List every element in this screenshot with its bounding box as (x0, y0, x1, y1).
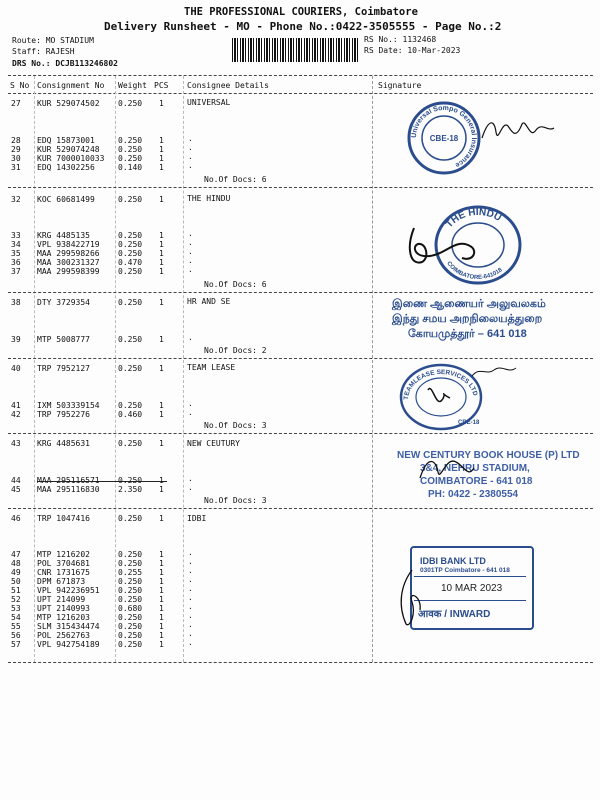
row-pcs: 1 (159, 640, 164, 649)
row-dot: . (188, 229, 193, 238)
row-weight: 0.250 (118, 595, 143, 604)
row-consignment: TRP 1047416 (37, 514, 90, 523)
row-consignment: MTP 5008777 (37, 335, 90, 344)
docs-count: No.Of Docs: 6 (204, 175, 267, 184)
row-dot: . (188, 265, 193, 274)
row-pcs: 1 (159, 249, 164, 258)
consignee-name: NEW CEUTURY (187, 439, 240, 448)
row-sno: 29 (11, 145, 21, 154)
row-weight: 0.250 (118, 335, 143, 344)
row-consignment: EDQ 14302256 (37, 163, 95, 172)
row-dot: . (188, 238, 193, 247)
row-sno: 47 (11, 550, 21, 559)
row-consignment: UPT 214099 (37, 595, 86, 604)
drs-number: DRS No.: DCJB113246802 (12, 59, 118, 68)
row-weight: 0.250 (118, 586, 143, 595)
row-weight: 0.250 (118, 577, 143, 586)
teamlease-bottom-text: CBE-18 (458, 420, 480, 426)
row-consignment: DTY 3729354 (37, 298, 90, 307)
row-dot: . (188, 620, 193, 629)
row-consignment: POL 2562763 (37, 631, 90, 640)
row-pcs: 1 (159, 364, 164, 373)
tamil-stamp-line2: இந்து சமய அறநிலையத்துறை (392, 313, 543, 325)
row-weight: 0.140 (118, 163, 143, 172)
row-weight: 0.250 (118, 145, 143, 154)
row-consignment: IXM 503339154 (37, 401, 100, 410)
row-dot: . (188, 611, 193, 620)
runsheet-subtitle: Delivery Runsheet - MO - Phone No.:0422-3505555 - Page No.:2 (104, 20, 502, 33)
row-weight: 0.250 (118, 267, 143, 276)
row-weight: 0.250 (118, 640, 143, 649)
row-consignment: MTP 1216203 (37, 613, 90, 622)
row-pcs: 1 (159, 298, 164, 307)
row-consignment: MAA 300231327 (37, 258, 100, 267)
col-weight: Weight (118, 81, 147, 90)
column-divider (34, 76, 35, 662)
row-sno: 55 (11, 622, 21, 631)
row-sno: 37 (11, 267, 21, 276)
row-consignment: CNR 1731675 (37, 568, 90, 577)
row-weight: 0.460 (118, 410, 143, 419)
row-sno: 40 (11, 364, 21, 373)
row-consignment: TRP 7952127 (37, 364, 90, 373)
row-weight: 0.250 (118, 99, 143, 108)
row-dot: . (188, 256, 193, 265)
row-weight: 0.250 (118, 514, 143, 523)
row-dot: . (188, 143, 193, 152)
col-pcs: PCS (154, 81, 169, 90)
tamil-stamp-line1: இணை ஆணையர் அலுவலகம் (392, 298, 546, 310)
consignee-name: TEAM LEASE (187, 363, 236, 372)
row-dot: . (188, 408, 193, 417)
row-sno: 48 (11, 559, 21, 568)
staff-label: Staff: RAJESH (12, 47, 75, 56)
row-sno: 49 (11, 568, 21, 577)
docs-count: No.Of Docs: 2 (204, 346, 267, 355)
row-weight: 0.250 (118, 240, 143, 249)
row-weight: 0.250 (118, 364, 143, 373)
row-consignment: MAA 299598399 (37, 267, 100, 276)
row-weight: 0.250 (118, 559, 143, 568)
row-weight: 0.250 (118, 476, 143, 485)
row-consignment: KUR 7000010033 (37, 154, 105, 163)
rs-date: RS Date: 10-Mar-2023 (364, 46, 461, 55)
row-weight: 0.250 (118, 613, 143, 622)
universal-ring-text: Universal Sompo General Insurance (410, 104, 478, 169)
universal-center-text: CBE-18 (429, 134, 459, 143)
row-pcs: 1 (159, 631, 164, 640)
row-dot: . (188, 638, 193, 647)
row-weight: 0.250 (118, 401, 143, 410)
consignee-name: HR AND SE (187, 297, 231, 306)
row-pcs: 1 (159, 613, 164, 622)
row-consignment: KUR 529074248 (37, 145, 100, 154)
row-sno: 41 (11, 401, 21, 410)
col-signature: Signature (378, 81, 422, 90)
row-weight: 0.250 (118, 550, 143, 559)
row-pcs: 1 (159, 267, 164, 276)
row-consignment: EDQ 15873001 (37, 136, 95, 145)
idbi-date: 10 MAR 2023 (441, 583, 503, 594)
row-consignment: UPT 2140993 (37, 604, 90, 613)
row-dot: . (188, 152, 193, 161)
row-weight: 0.250 (118, 249, 143, 258)
the-hindu-ring-bottom: COIMBATORE-641018 (445, 260, 504, 282)
nc-line3: COIMBATORE - 641 018 (420, 476, 533, 487)
docs-count: No.Of Docs: 3 (204, 421, 267, 430)
strike-line (37, 481, 167, 482)
row-pcs: 1 (159, 622, 164, 631)
group-divider (8, 358, 593, 359)
idbi-bank-address: 0301TP Coimbatore - 641 018 (420, 567, 510, 574)
row-pcs: 1 (159, 595, 164, 604)
row-pcs: 1 (159, 195, 164, 204)
row-dot: . (188, 602, 193, 611)
column-divider (183, 76, 184, 662)
row-dot: . (188, 247, 193, 256)
nc-line2: 3&4, NEHRU STADIUM, (420, 463, 530, 474)
row-dot: . (188, 474, 193, 483)
consignee-name: UNIVERSAL (187, 98, 231, 107)
row-weight: 0.250 (118, 195, 143, 204)
group-divider (8, 187, 593, 188)
row-consignment: KOC 60681499 (37, 195, 95, 204)
tamil-stamp-line3: கோயமுத்தூர் – 641 018 (408, 328, 527, 340)
route-label: Route: MO STADIUM (12, 36, 94, 45)
row-weight: 0.250 (118, 298, 143, 307)
row-weight: 2.350 (118, 485, 143, 494)
consignee-name: IDBI (187, 514, 207, 523)
row-pcs: 1 (159, 99, 164, 108)
row-dot: . (188, 333, 193, 342)
row-sno: 39 (11, 335, 21, 344)
row-sno: 52 (11, 595, 21, 604)
row-pcs: 1 (159, 559, 164, 568)
signature-teamlease (470, 362, 520, 382)
row-consignment: VPL 938422719 (37, 240, 100, 249)
row-dot: . (188, 557, 193, 566)
row-sno: 50 (11, 577, 21, 586)
row-sno: 43 (11, 439, 21, 448)
row-pcs: 1 (159, 258, 164, 267)
signature-idbi (392, 566, 432, 632)
row-consignment: DPM 671873 (37, 577, 86, 586)
row-pcs: 1 (159, 577, 164, 586)
row-sno: 28 (11, 136, 21, 145)
nc-line1: NEW CENTURY BOOK HOUSE (P) LTD (397, 450, 580, 461)
row-sno: 46 (11, 514, 21, 523)
teamlease-ring-text: TEAMLEASE SERVICES LTD (402, 368, 479, 401)
row-sno: 33 (11, 231, 21, 240)
header-top-rule (8, 75, 593, 76)
column-divider (115, 76, 116, 662)
row-pcs: 1 (159, 401, 164, 410)
idbi-bank-name: IDBI BANK LTD (420, 556, 486, 566)
row-sno: 45 (11, 485, 21, 494)
row-pcs: 1 (159, 231, 164, 240)
row-dot: . (188, 134, 193, 143)
row-consignment: MAA 295116830 (37, 485, 100, 494)
row-pcs: 1 (159, 136, 164, 145)
col-sno: S No (10, 81, 30, 90)
row-dot: . (188, 161, 193, 170)
row-pcs: 1 (159, 476, 164, 485)
row-dot: . (188, 584, 193, 593)
row-sno: 30 (11, 154, 21, 163)
col-consignee: Consignee Details (187, 81, 269, 90)
row-consignment: KRG 4485135 (37, 231, 90, 240)
row-consignment: KRG 4485631 (37, 439, 90, 448)
row-pcs: 1 (159, 514, 164, 523)
row-pcs: 1 (159, 163, 164, 172)
row-pcs: 1 (159, 410, 164, 419)
row-dot: . (188, 483, 193, 492)
row-sno: 27 (11, 99, 21, 108)
row-sno: 32 (11, 195, 21, 204)
row-weight: 0.250 (118, 439, 143, 448)
row-sno: 44 (11, 476, 21, 485)
row-pcs: 1 (159, 586, 164, 595)
row-sno: 53 (11, 604, 21, 613)
row-consignment: MTP 1216202 (37, 550, 90, 559)
row-consignment: MAA 295116571 (37, 476, 100, 485)
row-sno: 36 (11, 258, 21, 267)
row-sno: 35 (11, 249, 21, 258)
group-divider (8, 508, 593, 509)
signature-the-hindu (400, 218, 500, 278)
row-consignment: KUR 529074502 (37, 99, 100, 108)
the-hindu-ring-top: THE HINDU (443, 206, 504, 231)
row-dot: . (188, 629, 193, 638)
row-consignment: VPL 942236951 (37, 586, 100, 595)
row-consignment: VPL 942754189 (37, 640, 100, 649)
row-dot: . (188, 575, 193, 584)
row-pcs: 1 (159, 439, 164, 448)
row-dot: . (188, 566, 193, 575)
idbi-inward-label: आवक / INWARD (418, 609, 491, 620)
row-sno: 54 (11, 613, 21, 622)
row-sno: 42 (11, 410, 21, 419)
header-bottom-rule (8, 93, 593, 94)
row-sno: 31 (11, 163, 21, 172)
table-bottom-rule (8, 662, 593, 663)
row-pcs: 1 (159, 335, 164, 344)
docs-count: No.Of Docs: 6 (204, 280, 267, 289)
row-dot: . (188, 399, 193, 408)
row-pcs: 1 (159, 568, 164, 577)
row-weight: 0.250 (118, 136, 143, 145)
group-divider (8, 292, 593, 293)
row-weight: 0.470 (118, 258, 143, 267)
barcode-image (232, 38, 358, 62)
row-sno: 51 (11, 586, 21, 595)
row-sno: 57 (11, 640, 21, 649)
universal-seal (406, 100, 482, 176)
row-pcs: 1 (159, 240, 164, 249)
runsheet-company-title: THE PROFESSIONAL COURIERS, Coimbatore (184, 6, 418, 18)
row-weight: 0.680 (118, 604, 143, 613)
row-weight: 0.250 (118, 631, 143, 640)
row-weight: 0.250 (118, 622, 143, 631)
row-weight: 0.255 (118, 568, 143, 577)
rs-number: RS No.: 1132468 (364, 35, 437, 44)
col-consignment: Consignment No (37, 81, 105, 90)
row-dot: . (188, 593, 193, 602)
row-pcs: 1 (159, 604, 164, 613)
row-sno: 56 (11, 631, 21, 640)
row-consignment: POL 3704681 (37, 559, 90, 568)
row-pcs: 1 (159, 154, 164, 163)
row-pcs: 1 (159, 485, 164, 494)
row-sno: 38 (11, 298, 21, 307)
row-weight: 0.250 (118, 231, 143, 240)
row-pcs: 1 (159, 550, 164, 559)
nc-line4: PH: 0422 - 2380554 (428, 489, 519, 500)
row-sno: 34 (11, 240, 21, 249)
signature-divider (372, 76, 373, 662)
row-consignment: SLM 315434474 (37, 622, 100, 631)
row-consignment: TRP 7952276 (37, 410, 90, 419)
signature-universal (478, 110, 558, 150)
row-weight: 0.250 (118, 154, 143, 163)
group-divider (8, 433, 593, 434)
row-pcs: 1 (159, 145, 164, 154)
row-dot: . (188, 548, 193, 557)
consignee-name: THE HINDU (187, 194, 231, 203)
signature-new-century (416, 448, 476, 488)
docs-count: No.Of Docs: 3 (204, 496, 267, 505)
row-consignment: MAA 299598266 (37, 249, 100, 258)
